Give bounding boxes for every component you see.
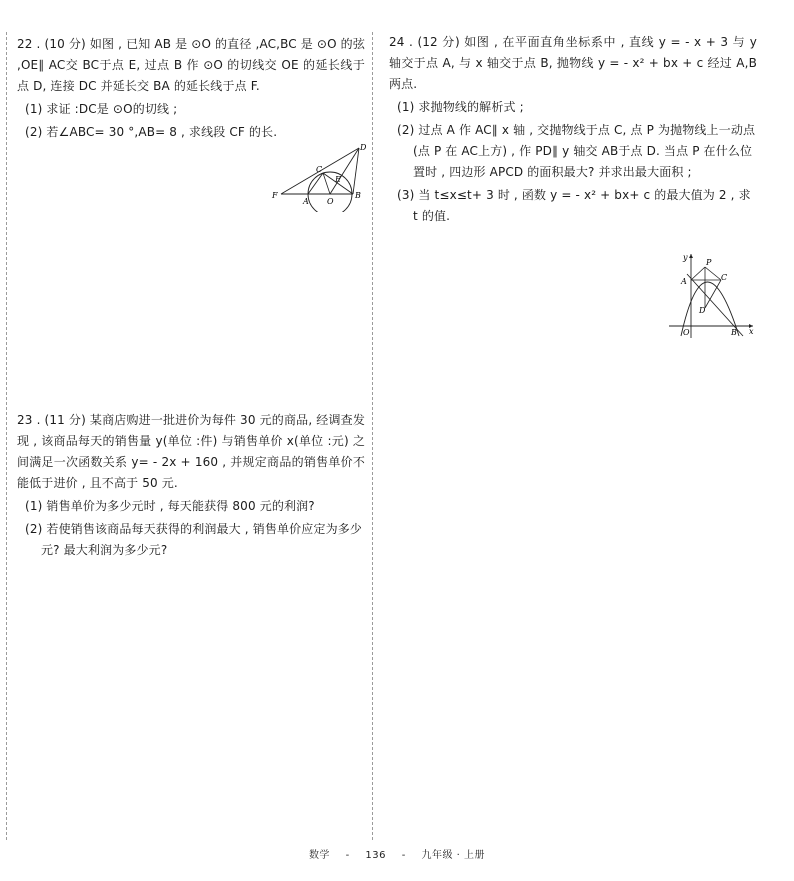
- label-a: A: [681, 277, 687, 286]
- label-c: C: [316, 165, 323, 174]
- footer-grade: 九年级 · 上册: [421, 850, 486, 861]
- tangent-bd: [353, 148, 359, 194]
- label-d: D: [360, 143, 367, 152]
- left-binding-line: [6, 32, 7, 840]
- segment-pc: [705, 267, 721, 280]
- label-f: F: [272, 191, 278, 200]
- label-c: C: [721, 273, 728, 282]
- question-24-figure: [665, 250, 757, 342]
- question-24-text: 24 . (12 分) 如图 , 在平面直角坐标系中 , 直线 y = - x + 3 与 y 轴交于点 A, 与 x 轴交于点 B, 抛物线 y = - x² + bx + c 经过 A,B 两点.: [389, 35, 757, 91]
- question-22-part-2: (2) 若∠ABC= 30 °,AB= 8 , 求线段 CF 的长.: [25, 125, 278, 139]
- question-24-part-2: (2) 过点 A 作 AC∥ x 轴 , 交抛物线于点 C, 点 P 为抛物线上一动点(点 P 在 AC上方) , 作 PD∥ y 轴交 AB于点 D. 当点 P 在什么位置时 , 四边形 APCD 的面积最大? 并求出最大面积 ;: [397, 123, 756, 179]
- question-24-part-1: (1) 求抛物线的解析式 ;: [397, 100, 524, 114]
- footer-dash-left: -: [345, 850, 350, 861]
- label-a: A: [303, 197, 309, 206]
- label-p: P: [706, 258, 712, 267]
- question-22-part-1: (1) 求证 :DC是 ⊙O的切线 ;: [25, 102, 178, 116]
- question-23-part-2: (2) 若使销售该商品每天获得的利润最大 , 销售单价应定为多少元? 最大利润为多少元?: [25, 522, 363, 557]
- label-o: O: [683, 328, 690, 337]
- label-b: B: [355, 191, 362, 200]
- question-23-text: 23 . (11 分) 某商店购进一批进价为每件 30 元的商品, 经调查发现 , 该商品每天的销售量 y(单位 :件) 与销售单价 x(单位 :元) 之间满足一次函数关系 y= - 2x + 160 , 并规定商品的销售单价不能低于进价 , 且不高于 50 元.: [17, 413, 365, 490]
- page-footer: [0, 846, 794, 861]
- label-y: y: [683, 253, 688, 262]
- question-23-part-1: (1) 销售单价为多少元时 , 每天能获得 800 元的利润?: [25, 499, 315, 513]
- question-22-figure: [269, 142, 379, 212]
- radius-oc: [323, 173, 330, 194]
- label-d: D: [699, 306, 706, 315]
- y-axis-arrow-icon: [689, 254, 693, 258]
- line-ab: [687, 274, 743, 336]
- label-b: B: [731, 328, 738, 337]
- question-24-part-3: (3) 当 t≤x≤t+ 3 时 , 函数 y = - x² + bx+ c 的最大值为 2 , 求 t 的值.: [397, 188, 751, 223]
- label-x: x: [749, 327, 754, 336]
- footer-subject: 数学: [308, 850, 330, 861]
- footer-dash-right: -: [401, 850, 406, 861]
- question-22: [17, 34, 365, 143]
- line-od: [330, 148, 359, 194]
- question-23: [17, 410, 365, 561]
- label-o: O: [327, 197, 334, 206]
- segment-ap: [691, 267, 705, 280]
- question-24: [389, 32, 757, 227]
- label-e: E: [335, 175, 341, 184]
- page-number: 136: [365, 850, 387, 861]
- question-22-text: 22 . (10 分) 如图 , 已知 AB 是 ⊙O 的直径 ,AC,BC 是 ⊙O 的弦 ,OE∥ AC交 BC于点 E, 过点 B 作 ⊙O 的切线交 OE 的延长线于点 D, 连接 DC 并延长交 BA 的延长线于点 F.: [17, 37, 365, 93]
